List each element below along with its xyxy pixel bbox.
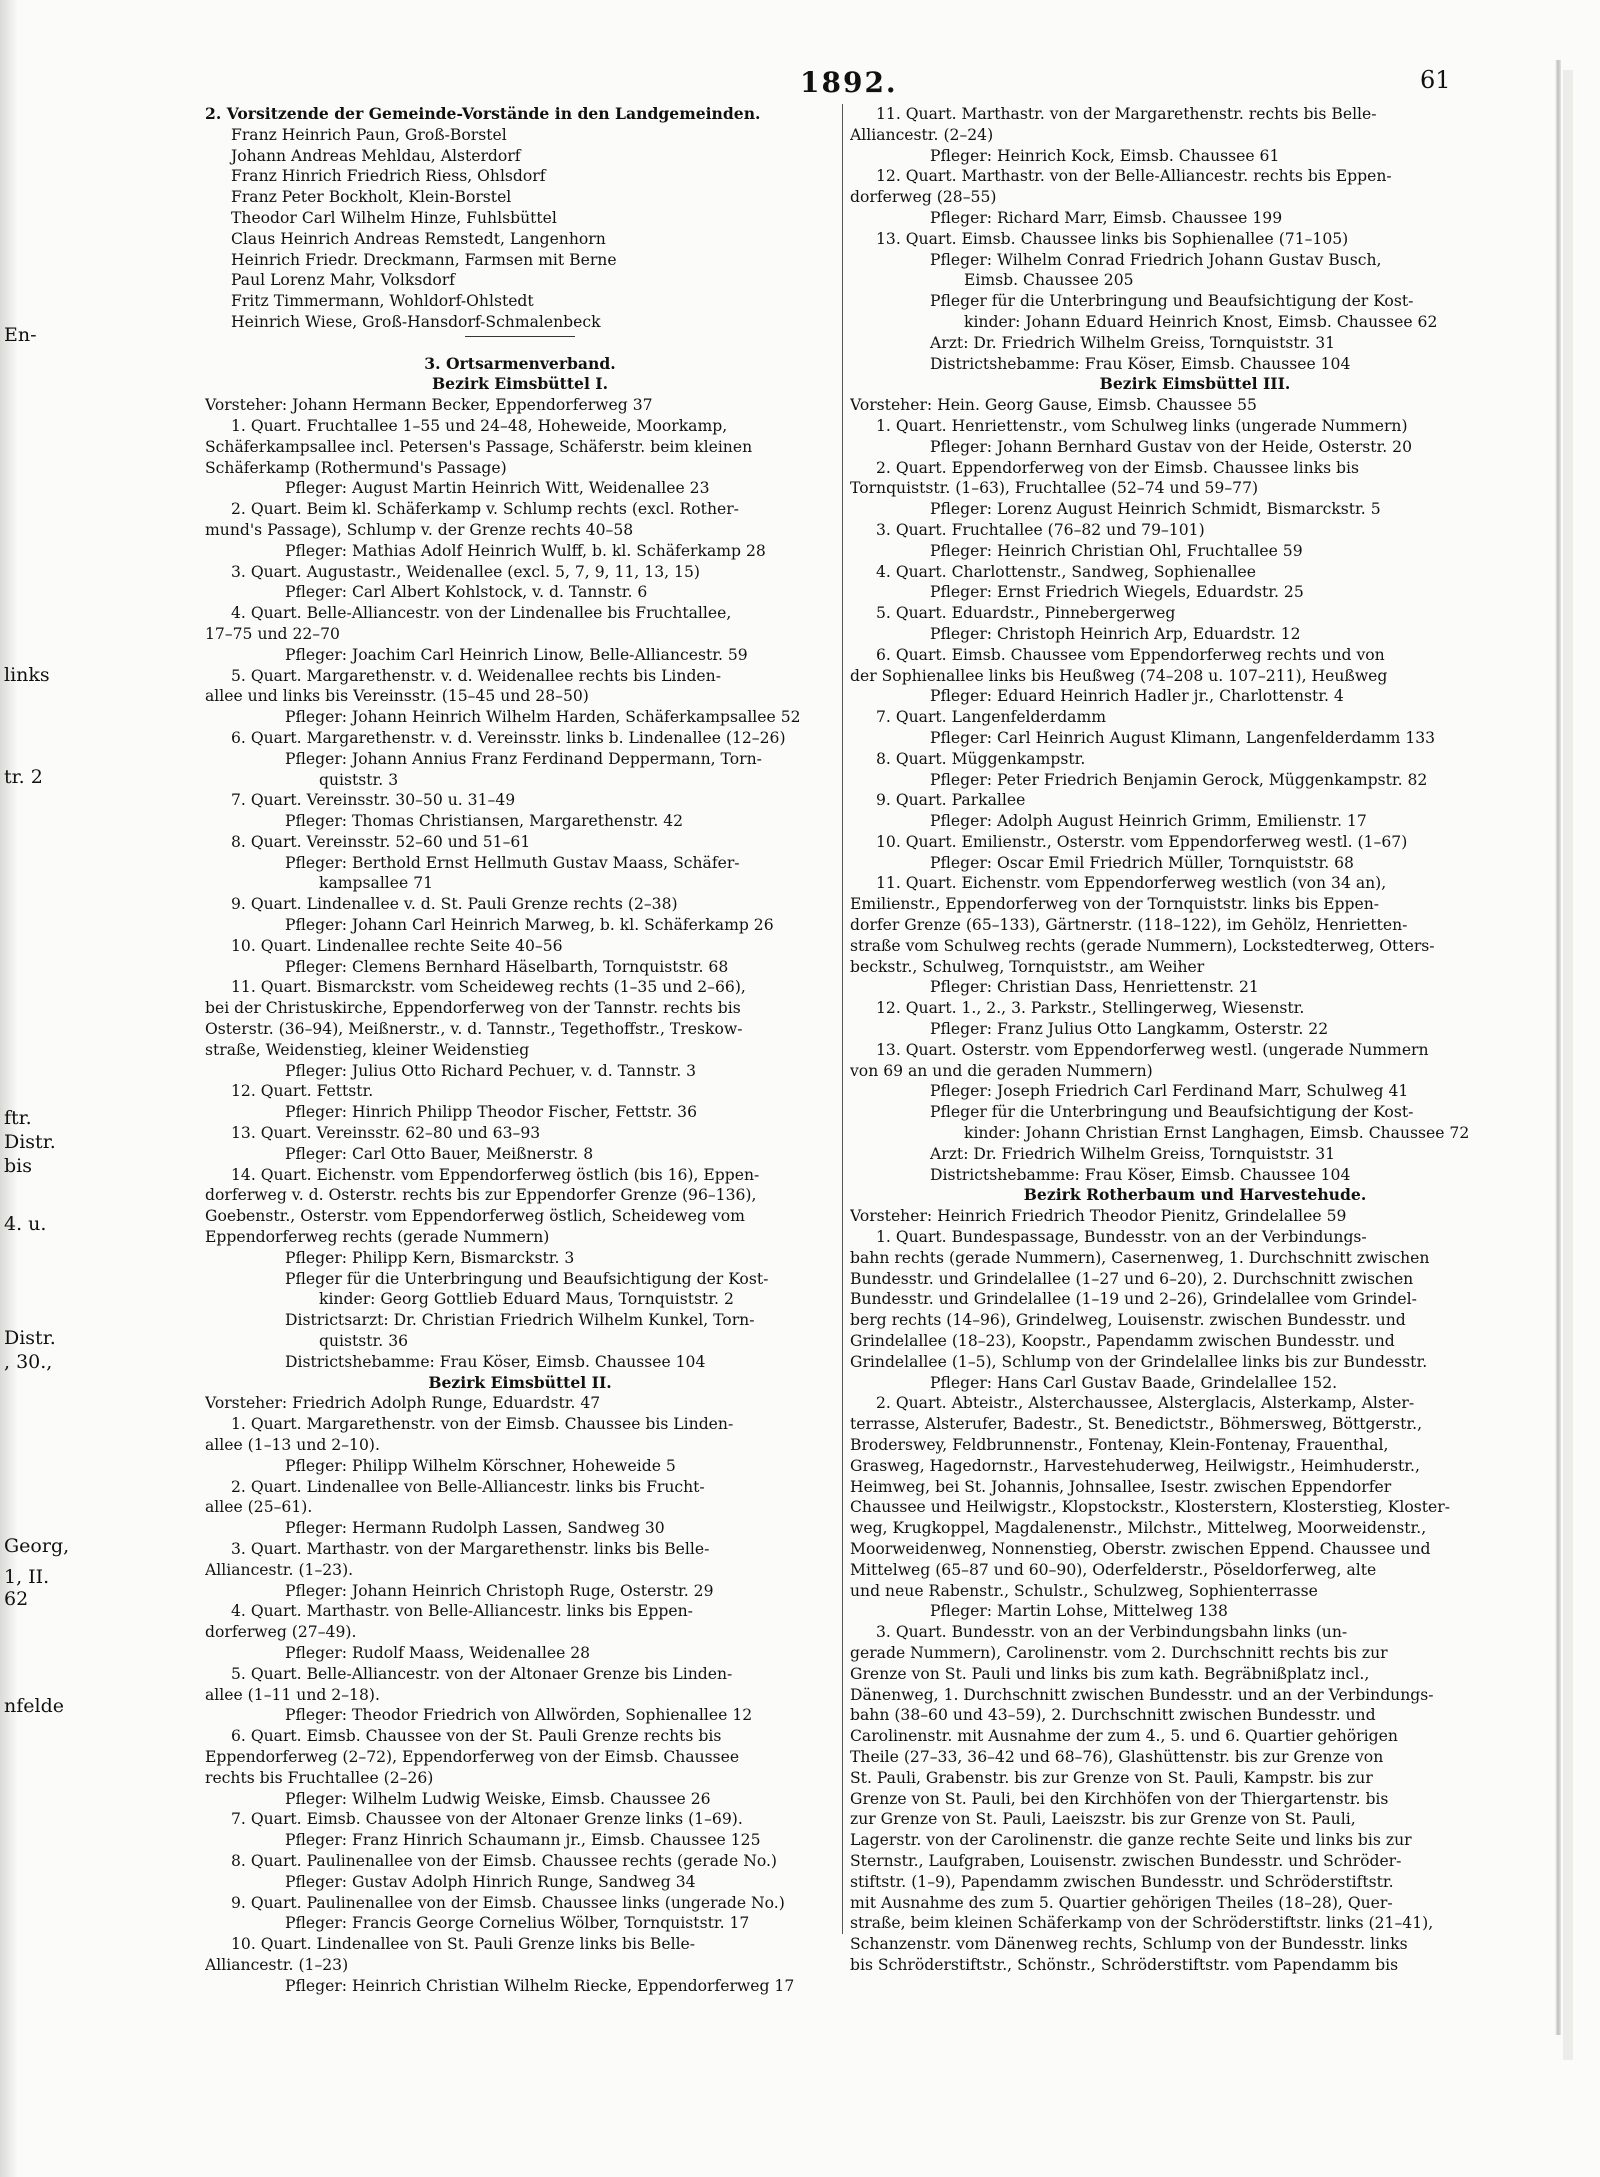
text-line: Districtsarzt: Dr. Christian Friedrich Wilhelm Kunkel, Torn- [285, 1311, 755, 1330]
text-line: Pfleger: Thomas Christiansen, Margarethenstr. 42 [285, 812, 684, 831]
text-line: Lagerstr. von der Carolinenstr. die ganze rechte Seite und links bis zur [850, 1831, 1412, 1850]
text-line: 10. Quart. Lindenallee von St. Pauli Grenze links bis Belle- [231, 1935, 696, 1954]
text-line: Alliancestr. (1–23) [205, 1955, 349, 1974]
text-line: 5. Quart. Belle-Alliancestr. von der Altonaer Grenze bis Linden- [231, 1664, 733, 1683]
margin-fragment: tr. 2 [4, 766, 43, 788]
section-heading: Bezirk Eimsbüttel III. [1099, 374, 1291, 394]
text-line: quiststr. 36 [319, 1332, 409, 1351]
column-rule [842, 104, 843, 1934]
text-line: Vorsteher: Hein. Georg Gause, Eimsb. Chaussee 55 [850, 396, 1257, 415]
text-line: Pfleger: Hinrich Philipp Theodor Fischer, Fettstr. 36 [285, 1103, 698, 1122]
text-line: Pfleger: August Martin Heinrich Witt, Weidenallee 23 [285, 479, 710, 498]
text-line: Schanzenstr. vom Dänenweg rechts, Schlump von der Bundesstr. links [850, 1935, 1408, 1954]
text-line: 5. Quart. Margarethenstr. v. d. Weidenallee rechts bis Linden- [231, 666, 721, 685]
text-line: Bundesstr. und Grindelallee (1–19 und 2–26), Grindelallee vom Grindel- [850, 1290, 1417, 1309]
margin-fragment: Georg, [4, 1535, 70, 1557]
margin-fragment: bis [4, 1155, 32, 1177]
text-line: Pfleger: Johann Heinrich Christoph Ruge, Osterstr. 29 [285, 1581, 714, 1600]
section-heading: Bezirk Eimsbüttel II. [428, 1372, 612, 1392]
text-line: der Sophienallee links bis Heußweg (74–208 u. 107–211), Heußweg [850, 666, 1388, 685]
margin-fragment: 4. u. [4, 1213, 47, 1235]
text-line: Vorsteher: Johann Hermann Becker, Eppendorferweg 37 [205, 396, 653, 415]
text-line: 9. Quart. Lindenallee v. d. St. Pauli Grenze rechts (2–38) [231, 895, 678, 914]
text-line: Franz Heinrich Paun, Groß-Borstel [231, 125, 507, 144]
text-line: terrasse, Alsterufer, Badestr., St. Benedictstr., Böhmersweg, Böttgerstr., [850, 1415, 1423, 1434]
text-line: 1. Quart. Fruchtallee 1–55 und 24–48, Hoheweide, Moorkamp, [231, 416, 728, 435]
text-line: Arzt: Dr. Friedrich Wilhelm Greiss, Tornquiststr. 31 [930, 1144, 1336, 1163]
text-line: Pfleger für die Unterbringung und Beaufsichtigung der Kost- [930, 292, 1414, 311]
margin-fragment: Distr. [4, 1327, 56, 1349]
margin-fragment: 1, II. [4, 1566, 50, 1588]
text-line: Pfleger: Carl Otto Bauer, Meißnerstr. 8 [285, 1144, 594, 1163]
text-line: Pfleger: Johann Annius Franz Ferdinand Deppermann, Torn- [285, 749, 762, 768]
text-line: 5. Quart. Eduardstr., Pinnebergerweg [876, 604, 1176, 623]
text-line: 12. Quart. Marthastr. von der Belle-Alliancestr. rechts bis Eppen- [876, 167, 1392, 186]
margin-fragment: Distr. [4, 1131, 56, 1153]
text-line: Bundesstr. und Grindelallee (1–27 und 6–20), 2. Durchschnitt zwischen [850, 1269, 1414, 1288]
text-line: 12. Quart. Fettstr. [231, 1082, 374, 1101]
text-line: Pfleger: Franz Hinrich Schaumann jr., Eimsb. Chaussee 125 [285, 1831, 761, 1850]
text-line: Pfleger: Adolph August Heinrich Grimm, Emilienstr. 17 [930, 812, 1367, 831]
text-line: Pfleger: Francis George Cornelius Wölber, Tornquiststr. 17 [285, 1914, 750, 1933]
text-line: 8. Quart. Paulinenallee von der Eimsb. Chaussee rechts (gerade No.) [231, 1851, 778, 1870]
text-line: 10. Quart. Emilienstr., Osterstr. vom Eppendorferweg westl. (1–67) [876, 832, 1408, 851]
text-line: 7. Quart. Langenfelderdamm [876, 708, 1107, 727]
text-line: Pfleger: Johann Bernhard Gustav von der Heide, Osterstr. 20 [930, 437, 1413, 456]
text-line: 2. Quart. Beim kl. Schäferkamp v. Schlump rechts (excl. Rother- [231, 500, 739, 519]
text-line: Pfleger: Ernst Friedrich Wiegels, Eduardstr. 25 [930, 583, 1304, 602]
text-line: 8. Quart. Müggenkampstr. [876, 749, 1086, 768]
text-line: kinder: Johann Eduard Heinrich Knost, Eimsb. Chaussee 62 [964, 312, 1438, 331]
text-line: 13. Quart. Osterstr. vom Eppendorferweg westl. (ungerade Nummern [876, 1040, 1429, 1059]
text-line: Theodor Carl Wilhelm Hinze, Fuhlsbüttel [231, 208, 557, 227]
text-line: Pfleger: Clemens Bernhard Häselbarth, Tornquiststr. 68 [285, 957, 729, 976]
text-line: weg, Krugkoppel, Magdalenenstr., Milchstr., Mittelweg, Moorweidenstr., [850, 1519, 1427, 1538]
text-line: Pfleger: Wilhelm Conrad Friedrich Johann Gustav Busch, [930, 250, 1382, 269]
text-line: Moorweidenweg, Nonnenstieg, Oberstr. zwischen Eppend. Chaussee und [850, 1539, 1431, 1558]
text-line: Districtshebamme: Frau Köser, Eimsb. Chaussee 104 [930, 354, 1351, 373]
text-line: Vorsteher: Heinrich Friedrich Theodor Pienitz, Grindelallee 59 [850, 1207, 1347, 1226]
text-line: Pfleger: Gustav Adolph Hinrich Runge, Sandweg 34 [285, 1872, 696, 1891]
text-line: Pfleger: Wilhelm Ludwig Weiske, Eimsb. Chaussee 26 [285, 1789, 711, 1808]
text-line: 12. Quart. 1., 2., 3. Parkstr., Stellingerweg, Wiesenstr. [876, 999, 1305, 1018]
page-edge-back [1563, 70, 1573, 2060]
text-line: Alliancestr. (2–24) [850, 125, 994, 144]
text-line: Heimweg, bei St. Johannis, Johnsallee, Isestr. zwischen Eppendorfer [850, 1477, 1392, 1496]
text-line: 9. Quart. Parkallee [876, 791, 1026, 810]
section-heading: Bezirk Eimsbüttel I. [431, 374, 609, 394]
text-line: 10. Quart. Lindenallee rechte Seite 40–56 [231, 936, 563, 955]
text-line: Alliancestr. (1–23). [205, 1560, 354, 1579]
text-line: Pfleger: Rudolf Maass, Weidenallee 28 [285, 1643, 591, 1662]
text-line: Fritz Timmermann, Wohldorf-Ohlstedt [231, 292, 534, 311]
text-line: 9. Quart. Paulinenallee von der Eimsb. Chaussee links (ungerade No.) [231, 1893, 785, 1912]
text-line: 6. Quart. Eimsb. Chaussee vom Eppendorferweg rechts und von [876, 645, 1385, 664]
text-line: 11. Quart. Eichenstr. vom Eppendorferweg westlich (von 34 an), [876, 874, 1387, 893]
text-line: Schäferkamp (Rothermund's Passage) [205, 458, 507, 477]
text-line: Pfleger: Heinrich Christian Wilhelm Riecke, Eppendorferweg 17 [285, 1976, 795, 1995]
text-line: beckstr., Schulweg, Tornquiststr., am Weiher [850, 957, 1205, 976]
text-line: Pfleger: Hans Carl Gustav Baade, Grindelallee 152. [930, 1373, 1338, 1392]
text-line: bei der Christuskirche, Eppendorferweg von der Tannstr. rechts bis [205, 999, 741, 1018]
margin-fragment: En- [4, 324, 37, 346]
text-line: 11. Quart. Bismarckstr. vom Scheideweg rechts (1–35 und 2–66), [231, 978, 746, 997]
text-line: mund's Passage), Schlump v. der Grenze rechts 40–58 [205, 520, 634, 539]
text-line: Schäferkampsallee incl. Petersen's Passage, Schäferstr. beim kleinen [205, 437, 753, 456]
text-line: 7. Quart. Vereinsstr. 30–50 u. 31–49 [231, 791, 516, 810]
text-line: 1. Quart. Henriettenstr., vom Schulweg links (ungerade Nummern) [876, 416, 1408, 435]
text-line: stiftstr. (1–9), Papendamm zwischen Bundesstr. und Schröderstiftstr. [850, 1872, 1394, 1891]
text-line: 7. Quart. Eimsb. Chaussee von der Altonaer Grenze links (1–69). [231, 1810, 743, 1829]
text-line: Pfleger: Hermann Rudolph Lassen, Sandweg 30 [285, 1519, 665, 1538]
text-line: 6. Quart. Margarethenstr. v. d. Vereinsstr. links b. Lindenallee (12–26) [231, 728, 786, 747]
text-line: Pfleger für die Unterbringung und Beaufsichtigung der Kost- [285, 1269, 769, 1288]
text-line: 4. Quart. Belle-Alliancestr. von der Lindenallee bis Fruchtallee, [231, 604, 732, 623]
text-line: Grindelallee (1–5), Schlump von der Grindelallee links bis zur Bundesstr. [850, 1352, 1428, 1371]
text-line: allee (1–11 und 2–18). [205, 1685, 380, 1704]
text-line: 3. Quart. Augustastr., Weidenallee (excl. 5, 7, 9, 11, 13, 15) [231, 562, 700, 581]
text-line: 3. Quart. Bundesstr. von an der Verbindungsbahn links (un- [876, 1623, 1348, 1642]
text-line: bahn rechts (gerade Nummern), Casernenweg, 1. Durchschnitt zwischen [850, 1248, 1430, 1267]
text-line: Pfleger: Lorenz August Heinrich Schmidt, Bismarckstr. 5 [930, 500, 1381, 519]
text-line: Tornquiststr. (1–63), Fruchtallee (52–74 und 59–77) [850, 479, 1259, 498]
text-line: 1. Quart. Bundespassage, Bundesstr. von an der Verbindungs- [876, 1228, 1367, 1247]
margin-fragment: nfelde [4, 1695, 64, 1717]
text-line: Grenze von St. Pauli und links bis zum kath. Begräbnißplatz incl., [850, 1664, 1370, 1683]
text-line: Johann Andreas Mehldau, Alsterdorf [231, 146, 521, 165]
text-line: mit Ausnahme des zum 5. Quartier gehörigen Theiles (18–28), Quer- [850, 1893, 1393, 1912]
text-line: straße vom Schulweg rechts (gerade Nummern), Lockstedterweg, Otters- [850, 936, 1435, 955]
text-line: Pfleger: Berthold Ernst Hellmuth Gustav Maass, Schäfer- [285, 853, 740, 872]
text-line: Districtshebamme: Frau Köser, Eimsb. Chaussee 104 [285, 1352, 706, 1371]
right-column [850, 104, 1540, 1974]
text-line: Pfleger für die Unterbringung und Beaufsichtigung der Kost- [930, 1103, 1414, 1122]
text-line: kinder: Georg Gottlieb Eduard Maus, Tornquiststr. 2 [319, 1290, 734, 1309]
text-line: und neue Rabenstr., Schulstr., Schulzweg, Sophienterrasse [850, 1581, 1318, 1600]
section-divider [205, 333, 835, 354]
text-line: Claus Heinrich Andreas Remstedt, Langenhorn [231, 229, 606, 248]
text-line: quiststr. 3 [319, 770, 399, 789]
text-line: 11. Quart. Marthastr. von der Margarethenstr. rechts bis Belle- [876, 105, 1377, 123]
text-line: Grenze von St. Pauli, bei den Kirchhöfen von der Thiergartenstr. bis [850, 1789, 1389, 1808]
text-line: Pfleger: Peter Friedrich Benjamin Gerock, Müggenkampstr. 82 [930, 770, 1428, 789]
text-line: Pfleger: Oscar Emil Friedrich Müller, Tornquiststr. 68 [930, 853, 1354, 872]
text-line: Vorsteher: Friedrich Adolph Runge, Eduardstr. 47 [205, 1394, 601, 1413]
text-line: Pfleger: Christian Dass, Henriettenstr. 21 [930, 978, 1259, 997]
text-line: Dänenweg, 1. Durchschnitt zwischen Bundesstr. und an der Verbindungs- [850, 1685, 1434, 1704]
margin-fragment: 62 [4, 1588, 29, 1610]
page-edge [1555, 60, 1561, 2035]
text-line: kampsallee 71 [319, 874, 434, 893]
text-line: bis Schröderstiftstr., Schönstr., Schröderstiftstr. vom Papendamm bis [850, 1955, 1399, 1974]
text-line: Pfleger: Theodor Friedrich von Allwörden, Sophienallee 12 [285, 1706, 753, 1725]
text-line: Pfleger: Martin Lohse, Mittelweg 138 [930, 1602, 1228, 1621]
text-line: Osterstr. (36–94), Meißnerstr., v. d. Tannstr., Tegethoffstr., Treskow- [205, 1020, 743, 1039]
text-line: Pfleger: Richard Marr, Eimsb. Chaussee 199 [930, 208, 1283, 227]
text-line: Arzt: Dr. Friedrich Wilhelm Greiss, Tornquiststr. 31 [930, 333, 1336, 352]
text-line: gerade Nummern), Carolinenstr. vom 2. Durchschnitt rechts bis zur [850, 1643, 1388, 1662]
text-line: 17–75 und 22–70 [205, 624, 340, 643]
text-line: Pfleger: Joseph Friedrich Carl Ferdinand Marr, Schulweg 41 [930, 1082, 1409, 1101]
text-line: 6. Quart. Eimsb. Chaussee von der St. Pauli Grenze rechts bis [231, 1727, 722, 1746]
text-line: Pfleger: Carl Albert Kohlstock, v. d. Tannstr. 6 [285, 583, 648, 602]
text-line: Eppendorferweg (2–72), Eppendorferweg von der Eimsb. Chaussee [205, 1747, 740, 1766]
text-line: Pfleger: Philipp Kern, Bismarckstr. 3 [285, 1248, 575, 1267]
text-line: Pfleger: Joachim Carl Heinrich Linow, Belle-Alliancestr. 59 [285, 645, 748, 664]
text-line: dorferweg (27–49). [205, 1623, 357, 1642]
text-line: straße, beim kleinen Schäferkamp von der Schröderstiftstr. links (21–41), [850, 1914, 1434, 1933]
text-line: Heinrich Friedr. Dreckmann, Farmsen mit Berne [231, 250, 617, 269]
text-line: 13. Quart. Eimsb. Chaussee links bis Sophienallee (71–105) [876, 229, 1349, 248]
text-line: dorferweg (28–55) [850, 188, 997, 207]
section-heading: 2. Vorsitzende der Gemeinde-Vorstände in den Landgemeinden. [205, 104, 761, 123]
text-line: 2. Quart. Abteistr., Alsterchaussee, Alsterglacis, Alsterkamp, Alster- [876, 1394, 1415, 1413]
text-line: von 69 an und die geraden Nummern) [850, 1061, 1153, 1080]
margin-fragment: , 30., [4, 1351, 53, 1373]
text-line: 14. Quart. Eichenstr. vom Eppendorferweg östlich (bis 16), Eppen- [231, 1165, 760, 1184]
margin-fragment: links [4, 664, 50, 686]
text-line: Emilienstr., Eppendorferweg von der Tornquiststr. links bis Eppen- [850, 895, 1380, 914]
page-year: 1892. [800, 66, 898, 99]
text-line: 1. Quart. Margarethenstr. von der Eimsb. Chaussee bis Linden- [231, 1415, 734, 1434]
text-line: Mittelweg (65–87 und 60–90), Oderfelderstr., Pöseldorferweg, alte [850, 1560, 1377, 1579]
text-line: Heinrich Wiese, Groß-Hansdorf-Schmalenbeck [231, 312, 601, 331]
text-line: allee und links bis Vereinsstr. (15–45 und 28–50) [205, 687, 589, 706]
text-line: zur Grenze von St. Pauli, Laeiszstr. bis zur Grenze von St. Pauli, [850, 1810, 1356, 1829]
text-line: Pfleger: Heinrich Kock, Eimsb. Chaussee 61 [930, 146, 1280, 165]
text-line: straße, Weidenstieg, kleiner Weidenstieg [205, 1040, 530, 1059]
text-line: allee (1–13 und 2–10). [205, 1436, 380, 1454]
text-line: Goebenstr., Osterstr. vom Eppendorferweg östlich, Scheideweg vom [205, 1207, 745, 1226]
text-line: 4. Quart. Charlottenstr., Sandweg, Sophienallee [876, 562, 1256, 581]
text-line: rechts bis Fruchtallee (2–26) [205, 1768, 434, 1787]
left-column [205, 104, 835, 1995]
text-line: Paul Lorenz Mahr, Volksdorf [231, 271, 455, 290]
text-line: berg rechts (14–96), Grindelweg, Louisenstr. zwischen Bundesstr. und [850, 1311, 1406, 1330]
text-line: 2. Quart. Eppendorferweg von der Eimsb. Chaussee links bis [876, 458, 1360, 477]
text-line: Broderswey, Feldbrunnenstr., Fontenay, Klein-Fontenay, Frauenthal, [850, 1436, 1389, 1454]
text-line: Districtshebamme: Frau Köser, Eimsb. Chaussee 104 [930, 1165, 1351, 1184]
section-heading: 3. Ortsarmenverband. [424, 353, 616, 373]
text-line: Carolinenstr. mit Ausnahme der zum 4., 5. und 6. Quartier gehörigen [850, 1727, 1398, 1746]
text-line: Sternstr., Laufgraben, Louisenstr. zwischen Bundesstr. und Schröder- [850, 1851, 1402, 1870]
text-line: Pfleger: Johann Carl Heinrich Marweg, b. kl. Schäferkamp 26 [285, 916, 774, 935]
text-line: Pfleger: Christoph Heinrich Arp, Eduardstr. 12 [930, 624, 1301, 643]
text-line: Pfleger: Eduard Heinrich Hadler jr., Charlottenstr. 4 [930, 687, 1344, 706]
text-line: dorfer Grenze (65–133), Gärtnerstr. (118–122), im Gehölz, Henrietten- [850, 916, 1408, 935]
section-heading: Bezirk Rotherbaum und Harvestehude. [1023, 1185, 1367, 1205]
text-line: bahn (38–60 und 43–59), 2. Durchschnitt zwischen Bundesstr. und [850, 1706, 1376, 1725]
text-line: Franz Peter Bockholt, Klein-Borstel [231, 188, 512, 207]
text-line: dorferweg v. d. Osterstr. rechts bis zur Eppendorfer Grenze (96–136), [205, 1186, 757, 1205]
text-line: 2. Quart. Lindenallee von Belle-Alliancestr. links bis Frucht- [231, 1477, 705, 1496]
text-line: Franz Hinrich Friedrich Riess, Ohlsdorf [231, 167, 546, 186]
text-line: Pfleger: Julius Otto Richard Pechuer, v. d. Tannstr. 3 [285, 1061, 697, 1080]
text-line: Eppendorferweg rechts (gerade Nummern) [205, 1228, 550, 1247]
text-line: Pfleger: Carl Heinrich August Klimann, Langenfelderdamm 133 [930, 728, 1436, 747]
text-line: 4. Quart. Marthastr. von Belle-Alliancestr. links bis Eppen- [231, 1602, 693, 1621]
text-line: Pfleger: Mathias Adolf Heinrich Wulff, b. kl. Schäferkamp 28 [285, 541, 766, 560]
text-line: Pfleger: Philipp Wilhelm Körschner, Hoheweide 5 [285, 1456, 676, 1475]
text-line: Grindelallee (18–23), Koopstr., Papendamm zwischen Bundesstr. und [850, 1332, 1395, 1351]
text-line: Pfleger: Johann Heinrich Wilhelm Harden, Schäferkampsallee 52 [285, 708, 801, 727]
text-line: Theile (27–33, 36–42 und 68–76), Glashüttenstr. bis zur Grenze von [850, 1747, 1384, 1766]
text-line: 3. Quart. Marthastr. von der Margarethenstr. links bis Belle- [231, 1539, 710, 1558]
margin-fragment: ftr. [4, 1107, 32, 1129]
text-line: Pfleger: Franz Julius Otto Langkamm, Osterstr. 22 [930, 1020, 1329, 1039]
text-line: 3. Quart. Fruchtallee (76–82 und 79–101) [876, 520, 1205, 539]
text-line: 8. Quart. Vereinsstr. 52–60 und 51–61 [231, 832, 531, 851]
text-line: Grasweg, Hagedornstr., Harvestehuderweg, Heilwigstr., Heimhuderstr., [850, 1456, 1420, 1475]
text-line: allee (25–61). [205, 1498, 313, 1517]
text-line: kinder: Johann Christian Ernst Langhagen, Eimsb. Chaussee 72 [964, 1124, 1470, 1143]
text-line: Pfleger: Heinrich Christian Ohl, Fruchtallee 59 [930, 541, 1303, 560]
page-number: 61 [1420, 66, 1451, 94]
text-line: Eimsb. Chaussee 205 [964, 271, 1134, 290]
text-line: Chaussee und Heilwigstr., Klopstockstr., Klosterstern, Klosterstieg, Kloster- [850, 1498, 1450, 1517]
text-line: St. Pauli, Grabenstr. bis zur Grenze von St. Pauli, Kampstr. bis zur [850, 1768, 1373, 1787]
text-line: 13. Quart. Vereinsstr. 62–80 und 63–93 [231, 1124, 541, 1143]
